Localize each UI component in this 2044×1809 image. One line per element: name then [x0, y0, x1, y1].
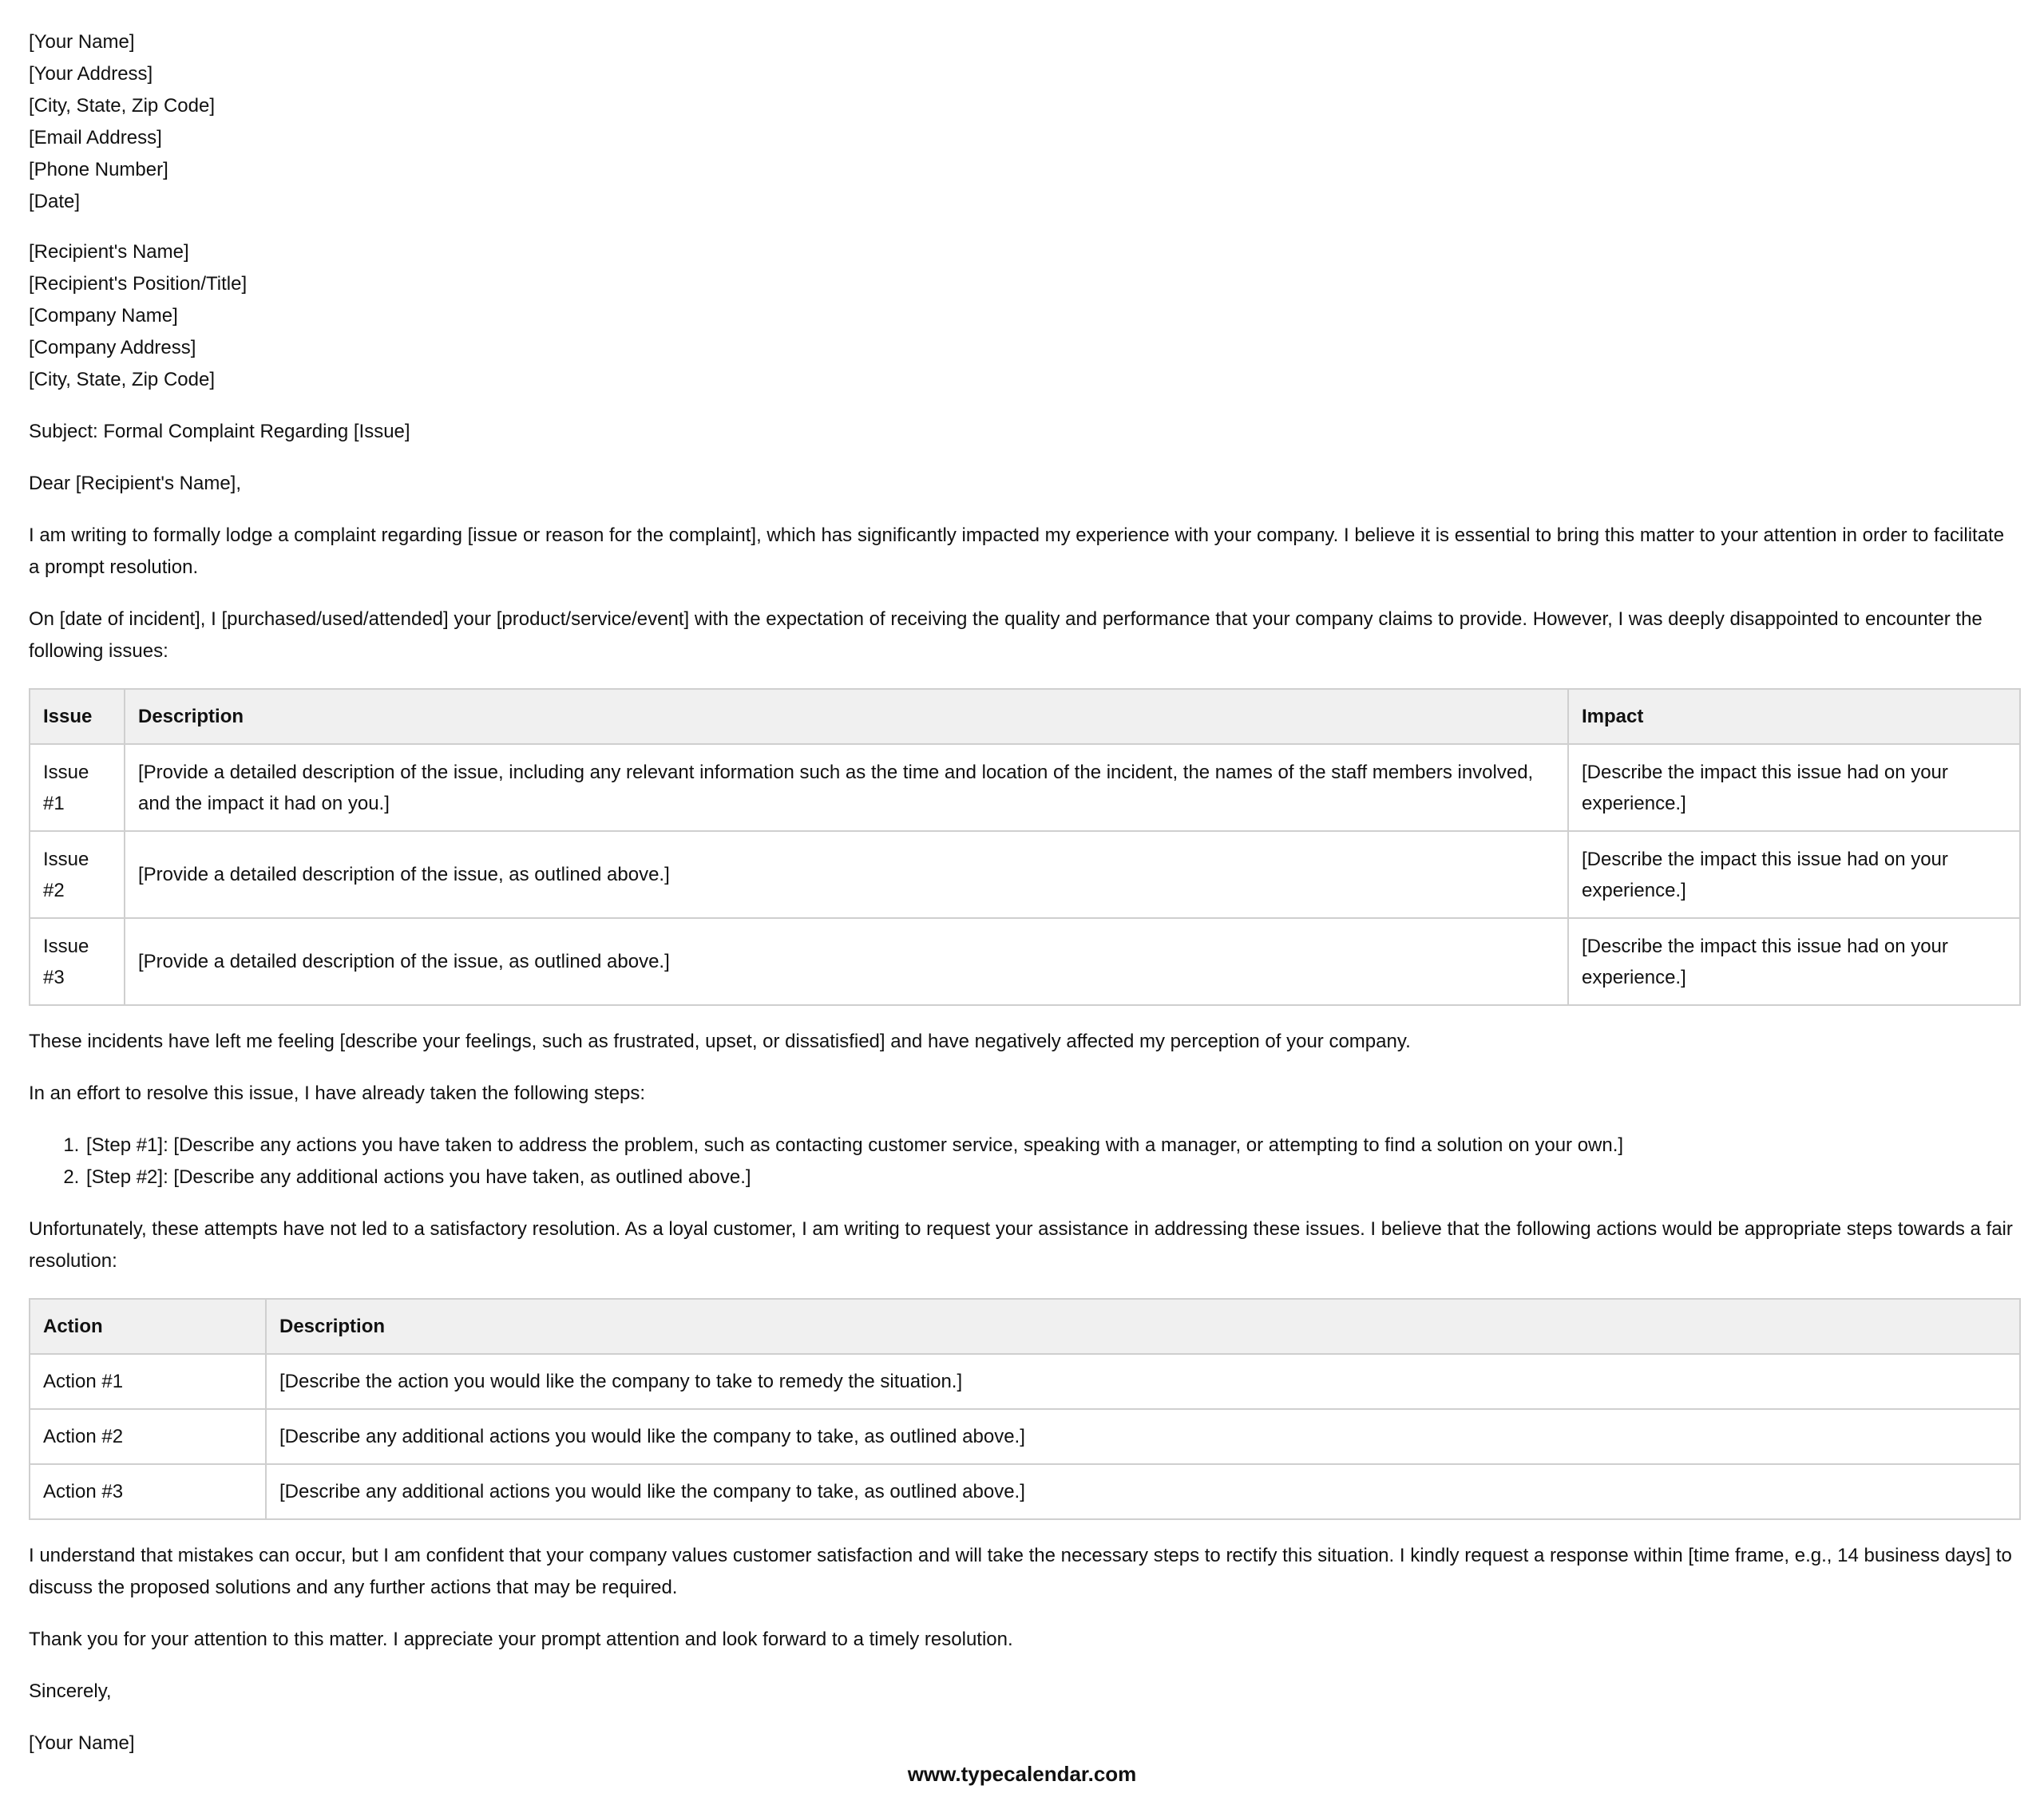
thanks-paragraph: Thank you for your attention to this matter. I appreciate your prompt attention and look forward to a timely resolution.: [29, 1629, 1013, 1650]
issue-description: [Provide a detailed description of the issue, as outlined above.]: [125, 831, 1568, 918]
recipient-position: [Recipient's Position/Title]: [29, 273, 248, 295]
company-address: [Company Address]: [29, 337, 196, 358]
table-row: [30, 1409, 2020, 1464]
signature-name: [Your Name]: [29, 1732, 135, 1754]
signoff: Sincerely,: [29, 1680, 112, 1702]
issue-description: [Provide a detailed description of the issue, as outlined above.]: [125, 918, 1568, 1005]
issue-impact: [Describe the impact this issue had on your experience.]: [1568, 744, 2020, 831]
closing-paragraph: I understand that mistakes can occur, but I am confident that your company values customer satisfaction and will take the necessary steps to rectify this situation. I kindly request a response within [time frame, e.g., 14 business days] to discuss the proposed solutions and any further actions that may be required.: [29, 1545, 2012, 1598]
header-description: Description: [266, 1299, 2020, 1354]
issue-description: [Provide a detailed description of the issue, including any relevant information such as the time and location of the incident, the names of the staff members involved, and the impact it had on you.]: [125, 744, 1568, 831]
recipient-address-block: [29, 236, 2019, 396]
header-issue: Issue: [30, 689, 125, 744]
steps-list: [29, 1130, 2019, 1193]
actions-table-header-row: [30, 1299, 2020, 1354]
feelings-paragraph: These incidents have left me feeling [describe your feelings, such as frustrated, upset, or dissatisfied] and have negatively affected my perception of your company.: [29, 1031, 1411, 1052]
table-row: [30, 744, 2020, 831]
action-label: Action #1: [30, 1354, 266, 1409]
letter-date: [Date]: [29, 191, 81, 212]
website-footer-link[interactable]: www.typecalendar.com: [907, 1762, 1137, 1786]
company-city-state-zip: [City, State, Zip Code]: [29, 369, 215, 390]
header-action: Action: [30, 1299, 266, 1354]
header-impact: Impact: [1568, 689, 2020, 744]
letter-document: [29, 26, 2019, 1760]
sender-phone: [Phone Number]: [29, 159, 168, 180]
request-paragraph: Unfortunately, these attempts have not led to a satisfactory resolution. As a loyal customer, I am writing to request your assistance in addressing these issues. I believe that the following actions would be appropriate steps towards a fair resolution:: [29, 1218, 2013, 1272]
subject-line: Subject: Formal Complaint Regarding [Issue]: [29, 421, 410, 442]
sender-name: [Your Name]: [29, 31, 135, 53]
issues-table-header-row: [30, 689, 2020, 744]
incident-paragraph: On [date of incident], I [purchased/used/attended] your [product/service/event] with the expectation of receiving the quality and performance that your company claims to provide. However, I was deeply disappointed to encounter the following issues:: [29, 608, 1983, 662]
header-description: Description: [125, 689, 1568, 744]
issue-impact: [Describe the impact this issue had on your experience.]: [1568, 831, 2020, 918]
issues-table: [29, 688, 2021, 1006]
sender-email: [Email Address]: [29, 127, 162, 148]
table-row: [30, 1354, 2020, 1409]
table-row: [30, 918, 2020, 1005]
intro-paragraph: I am writing to formally lodge a complaint regarding [issue or reason for the complaint], which has significantly impacted my experience with your company. I believe it is essential to bring this matter to your attention in order to facilitate a prompt resolution.: [29, 524, 2005, 578]
sender-city-state-zip: [City, State, Zip Code]: [29, 95, 215, 117]
sender-address-block: [29, 26, 2019, 218]
action-label: Action #3: [30, 1464, 266, 1519]
recipient-name: [Recipient's Name]: [29, 241, 189, 263]
action-description: [Describe any additional actions you would like the company to take, as outlined above.]: [266, 1409, 2020, 1464]
issue-label: Issue #2: [30, 831, 125, 918]
actions-table: [29, 1298, 2021, 1520]
salutation: Dear [Recipient's Name],: [29, 473, 242, 494]
sender-address: [Your Address]: [29, 63, 153, 85]
steps-intro-paragraph: In an effort to resolve this issue, I have already taken the following steps:: [29, 1083, 645, 1104]
list-item: 2. [Step #2]: [Describe any additional actions you have taken, as outlined above.]: [85, 1162, 2019, 1193]
company-name: [Company Name]: [29, 305, 178, 327]
list-item: 1. [Step #1]: [Describe any actions you have taken to address the problem, such as contacting customer service, speaking with a manager, or attempting to find a solution on your own.]: [85, 1130, 2019, 1162]
action-description: [Describe any additional actions you would like the company to take, as outlined above.]: [266, 1464, 2020, 1519]
action-description: [Describe the action you would like the company to take to remedy the situation.]: [266, 1354, 2020, 1409]
issue-label: Issue #3: [30, 918, 125, 1005]
table-row: [30, 831, 2020, 918]
table-row: [30, 1464, 2020, 1519]
issue-label: Issue #1: [30, 744, 125, 831]
action-label: Action #2: [30, 1409, 266, 1464]
issue-impact: [Describe the impact this issue had on your experience.]: [1568, 918, 2020, 1005]
